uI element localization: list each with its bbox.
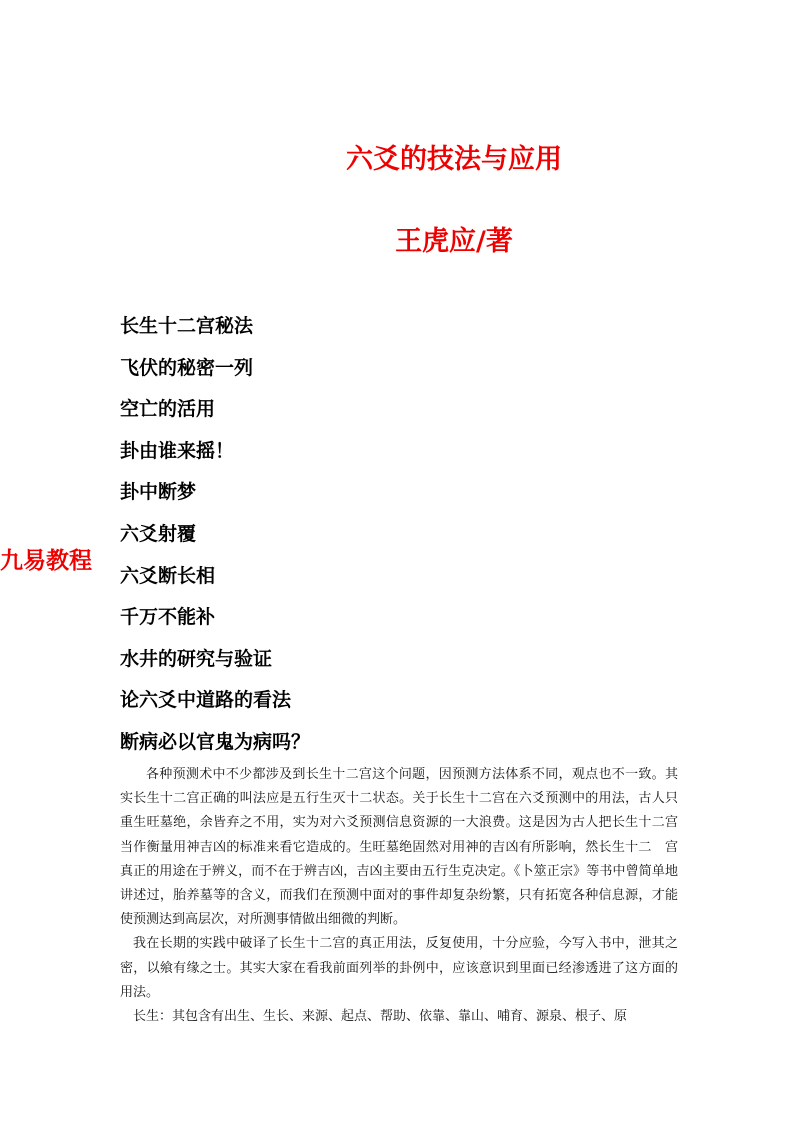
toc-item: 断病必以官鬼为病吗？ (120, 730, 311, 753)
toc-item: 空亡的活用 (120, 398, 216, 421)
toc-item: 六爻断长相 (120, 564, 216, 587)
toc-item: 卦中断梦 (120, 481, 197, 504)
watermark-label: 九易教程 (0, 548, 92, 574)
body-paragraph: 各种预测术中不少都涉及到长生十二宫这个问题，因预测方法体系不同，观点也不一致。其实长生十二宫正确的叫法应是五行生灭十二状态。关于长生十二宫在六爻预测中的用法，古人只重生旺墓绝，余皆弃之不用，实为对六爻预测信息资源的一大浪费。这是因为古人把长生十二宫当作衡量用神吉凶的标准来看它造成的。生旺墓绝固然对用神的吉凶有所影响，然长生十二 宫真正的用途在于辨义，而不在于辨吉凶，吉凶主要由五行生克决定。《卜筮正宗》等书中曾简单地讲述过，胎养墓等的含义，而我们在预测中面对的事件却复杂纷繁，只有拓宽各种信息源，才能使预测达到高层次，对所测事情做出细微的判断。 (120, 767, 678, 928)
toc-item: 论六爻中道路的看法 (120, 689, 292, 712)
document-author: 王虎应/著 (395, 226, 513, 257)
body-paragraph: 长生：其包含有出生、生长、来源、起点、帮助、依靠、靠山、哺育、源泉、根子、原 (133, 1009, 628, 1025)
body-text (120, 763, 678, 1029)
table-of-contents (120, 312, 310, 770)
toc-item: 飞伏的秘密一列 (120, 356, 254, 379)
body-paragraph: 我在长期的实践中破译了长生十二宫的真正用法，反复使用，十分应验，今写入书中，泄其之密，以飨有缘之士。其实大家在看我前面列举的卦例中，应该意识到里面已经渗透进了这方面的用法。 (120, 936, 678, 1000)
toc-item: 千万不能补 (120, 606, 216, 629)
toc-item: 六爻射覆 (120, 522, 197, 545)
toc-item: 水井的研究与验证 (120, 647, 273, 670)
toc-item: 卦由谁来摇！ (120, 439, 235, 462)
toc-item: 长生十二宫秘法 (120, 315, 254, 337)
document-title: 六爻的技法与应用 (346, 144, 562, 175)
